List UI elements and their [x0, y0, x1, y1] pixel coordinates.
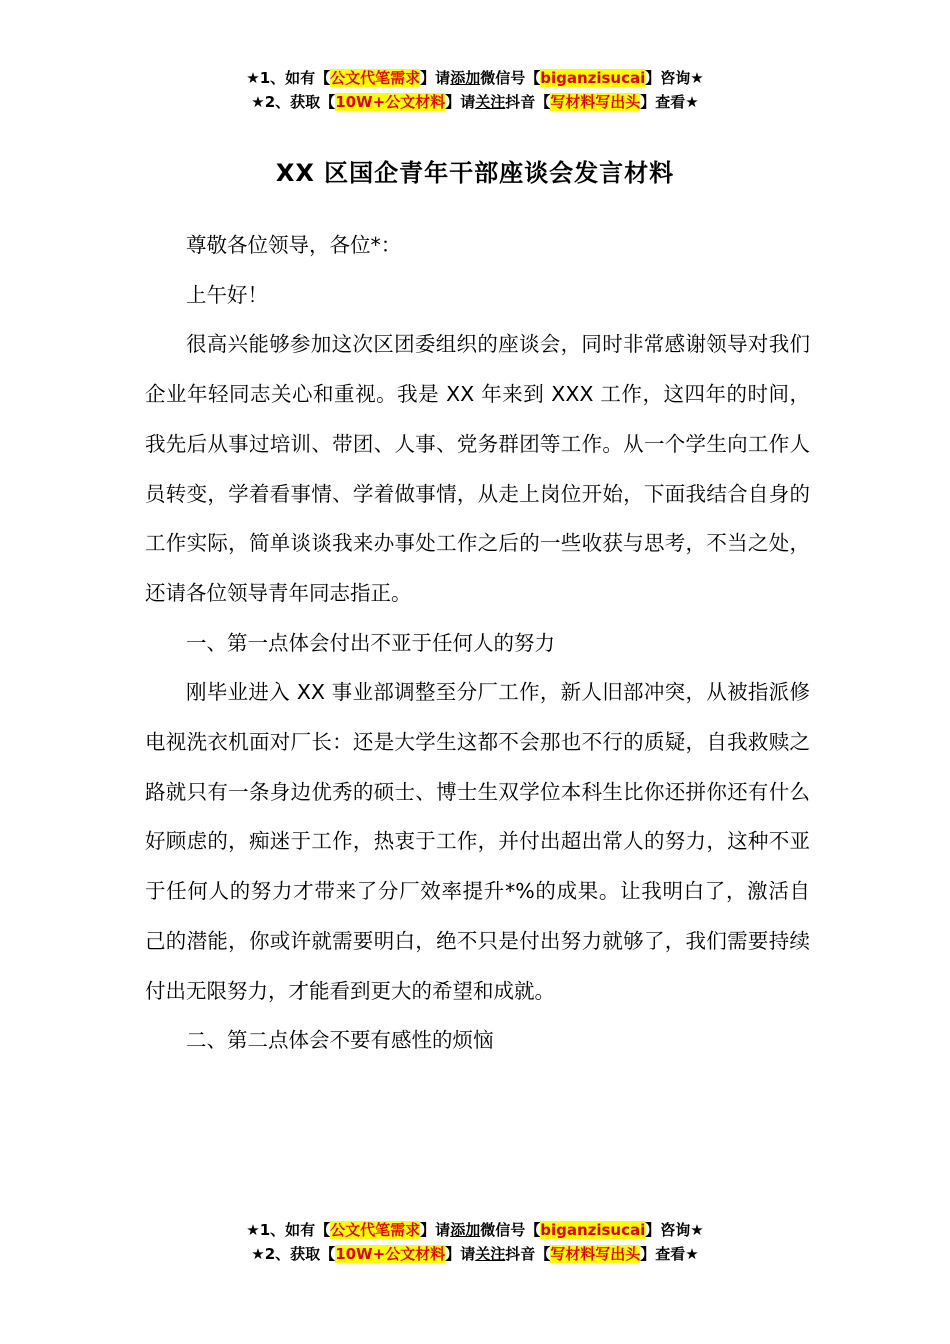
promo-text: 微信号【: [480, 69, 541, 87]
document-title: XX 区国企青年干部座谈会发言材料: [275, 159, 675, 187]
promo-line-1: [0, 66, 950, 90]
promo-text: 微信号【: [480, 1221, 541, 1239]
promo-highlight: 公文代笔需求: [330, 1221, 421, 1239]
promo-line-1: [0, 1218, 950, 1242]
promo-text: ★2、获取【: [251, 1245, 336, 1263]
promo-highlight: 10W+公文材料: [335, 93, 446, 111]
promo-underlined: 关注: [475, 1245, 506, 1263]
douyin-account: 写材料写出头: [550, 93, 641, 111]
promo-highlight: 10W+公文材料: [335, 1245, 446, 1263]
promo-banner-bottom: [0, 1218, 950, 1266]
promo-text: ★2、获取【: [251, 93, 336, 111]
promo-text: 】请: [445, 1245, 476, 1263]
promo-text: 】查看★: [640, 93, 699, 111]
promo-banner-top: [0, 66, 950, 114]
douyin-account: 写材料写出头: [550, 1245, 641, 1263]
wechat-id: biganzisucai: [540, 69, 646, 87]
salutation: 尊敬各位领导，各位*：: [186, 233, 402, 257]
promo-text: ★1、如有【: [246, 1221, 331, 1239]
promo-text: 】请: [445, 93, 476, 111]
promo-underlined: 添加: [450, 1221, 481, 1239]
promo-highlight: 公文代笔需求: [330, 69, 421, 87]
document-body: [145, 221, 810, 1066]
promo-text: 】请: [420, 1221, 451, 1239]
promo-text: 】咨询★: [645, 1221, 704, 1239]
promo-text: 抖音【: [505, 93, 551, 111]
section-1-paragraph: 刚毕业进入 XX 事业部调整至分厂工作，新人旧部冲突，从被指派修电视洗衣机面对厂长：还是大学生这都不会那也不行的质疑，自我救赎之路就只有一条身边优秀的硕士、博士生双学位本科生比你还拼你还有什么好顾虑的，痴迷于工作，热衷于工作，并付出超出常人的努力，这种不亚于任何人的努力才带来了分厂效率提升*%的成果。让我明白了，激活自己的潜能，你或许就需要明白，绝不只是付出努力就够了，我们需要持续付出无限努力，才能看到更大的希望和成就。: [145, 680, 810, 1003]
promo-text: 抖音【: [505, 1245, 551, 1263]
section-1-heading: 一、第一点体会付出不亚于任何人的努力: [186, 630, 555, 655]
promo-text: 】查看★: [640, 1245, 699, 1263]
promo-text: 】咨询★: [645, 69, 704, 87]
promo-text: ★1、如有【: [246, 69, 331, 87]
promo-text: 】请: [420, 69, 451, 87]
intro-paragraph: 很高兴能够参加这次区团委组织的座谈会，同时非常感谢领导对我们企业年轻同志关心和重视。我是 XX 年来到 XXX 工作，这四年的时间，我先后从事过培训、带团、人事、党务群团等工作。从一个学生向工作人员转变，学着看事情、学着做事情，从走上岗位开始，下面我结合自身的工作实际，简单谈谈我来办事处工作之后的一些收获与思考，不当之处，还请各位领导青年同志指正。: [145, 332, 810, 605]
promo-underlined: 添加: [450, 69, 481, 87]
greeting: 上午好！: [186, 282, 268, 307]
promo-line-2: [0, 90, 950, 114]
promo-underlined: 关注: [475, 93, 506, 111]
promo-line-2: [0, 1242, 950, 1266]
section-2-heading: 二、第二点体会不要有感性的烦恼: [186, 1028, 494, 1053]
wechat-id: biganzisucai: [540, 1221, 646, 1239]
